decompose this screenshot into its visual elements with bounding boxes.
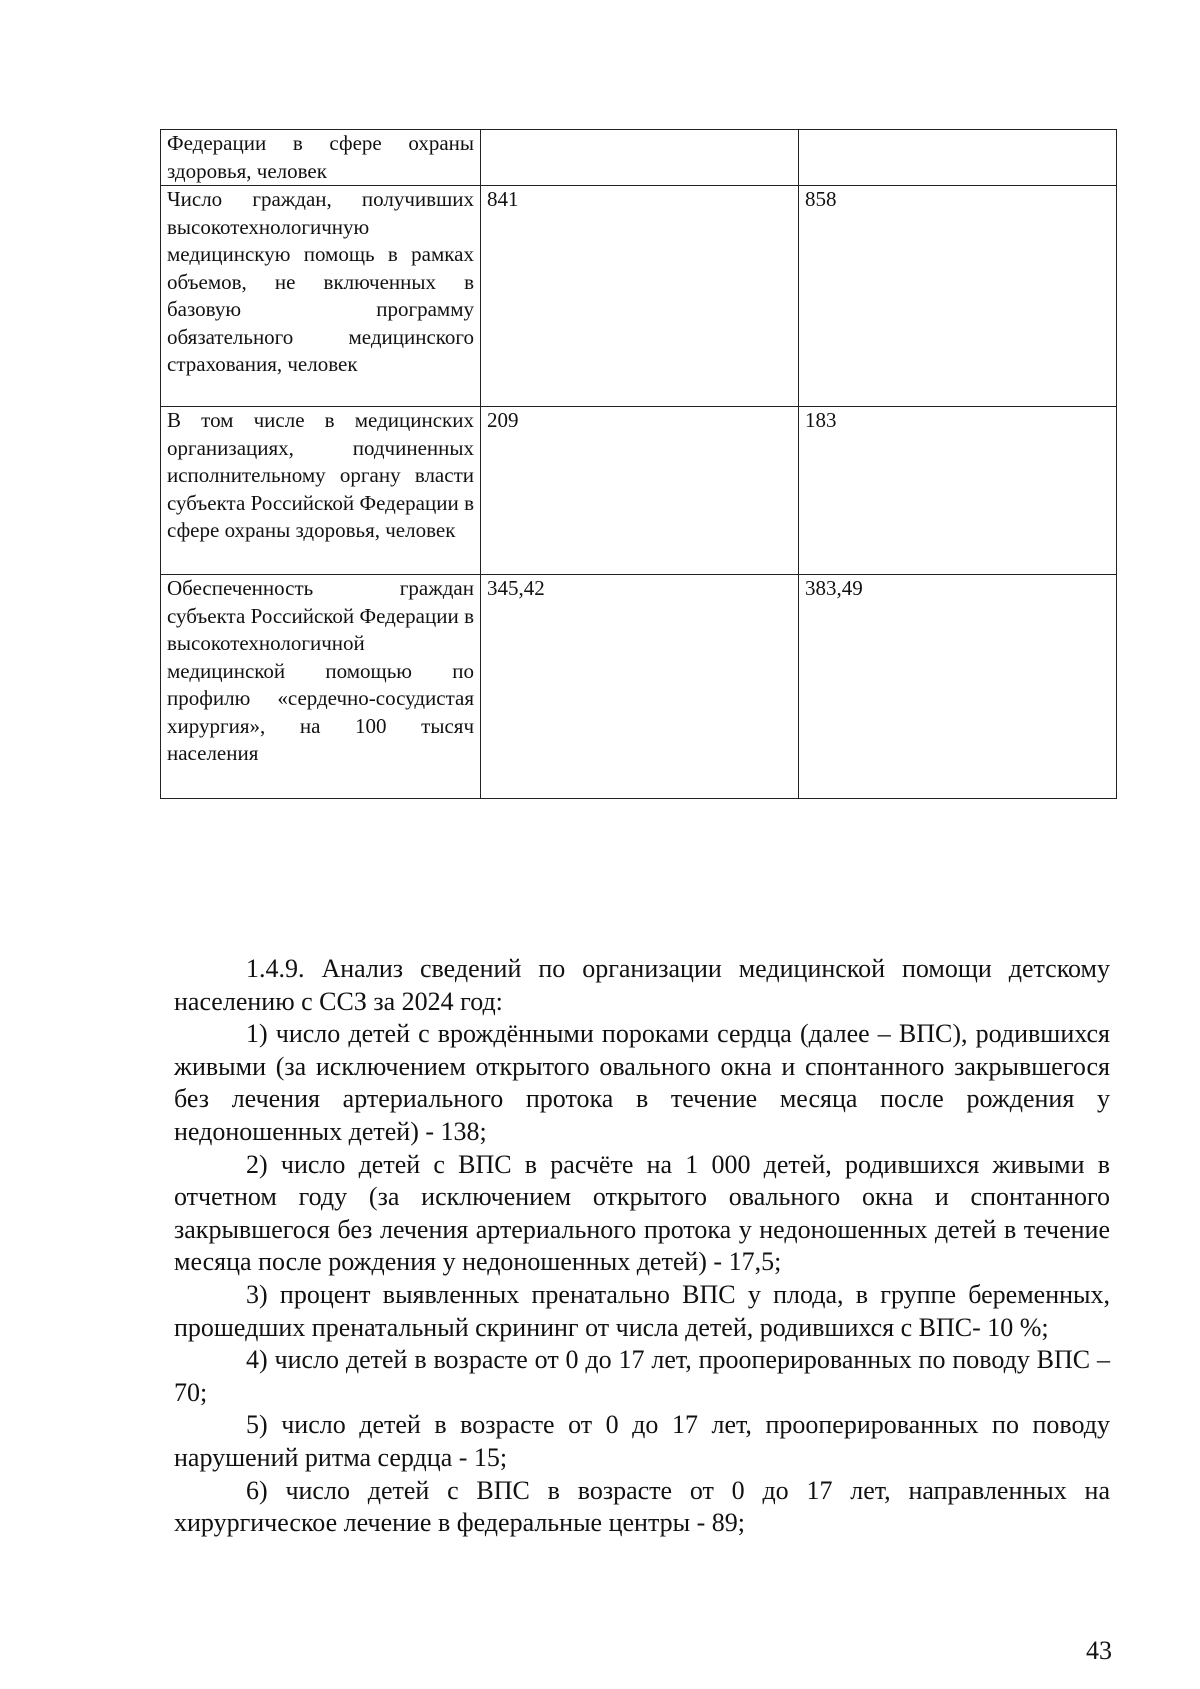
row-value-2: 858 bbox=[799, 186, 1117, 407]
row-value-1: 209 bbox=[481, 407, 799, 575]
row-label: Федерации в сфере охраны здоровья, человек bbox=[161, 130, 481, 186]
list-item: 5) число детей в возрасте от 0 до 17 лет, прооперированных по поводу нарушений ритма сердца - 15; bbox=[174, 1410, 1110, 1472]
row-value-1: 345,42 bbox=[481, 575, 799, 799]
row-value-1: 841 bbox=[481, 186, 799, 407]
table-row bbox=[161, 575, 1117, 799]
row-value-2: 183 bbox=[799, 407, 1117, 575]
indicators-table bbox=[160, 129, 1117, 799]
list-item: 3) процент выявленных пренатально ВПС у плода, в группе беременных, прошедших пренатальный скрининг от числа детей, родившихся с ВПС- 10 %; bbox=[174, 1279, 1110, 1342]
row-label: Обеспеченность граждан субъекта Российской Федерации в высокотехнологичной медицинской помощью по профилю «сердечно-сосудистая хирургия», на 100 тысяч населения bbox=[161, 575, 481, 799]
row-value-2: 383,49 bbox=[799, 575, 1117, 799]
table-row bbox=[161, 186, 1117, 407]
list-item: 6) число детей с ВПС в возрасте от 0 до 17 лет, направленных на хирургическое лечение в федеральные центры - 89; bbox=[174, 1475, 1110, 1538]
list-item: 4) число детей в возрасте от 0 до 17 лет, прооперированных по поводу ВПС – 70; bbox=[174, 1345, 1110, 1407]
page-number: 43 bbox=[1086, 1636, 1112, 1665]
table-row bbox=[161, 130, 1117, 186]
row-label: Число граждан, получивших высокотехнологичную медицинскую помощь в рамках объемов, не включенных в базовую программу обязательного медицинского страхования, человек bbox=[161, 186, 481, 407]
table-row bbox=[161, 407, 1117, 575]
list-item: 1) число детей с врождёнными пороками сердца (далее – ВПС), родившихся живыми (за исключением открытого овального окна и спонтанного закрывшегося без лечения артериального протока в течение месяца после рождения у недоношенных детей) - 138; bbox=[174, 1019, 1110, 1146]
section-text bbox=[174, 953, 1110, 1540]
row-value-1 bbox=[481, 130, 799, 186]
row-label: В том числе в медицинских организациях, подчиненных исполнительному органу власти субъекта Российской Федерации в сфере охраны здоровья, человек bbox=[161, 407, 481, 575]
row-value-2 bbox=[799, 130, 1117, 186]
list-item: 2) число детей с ВПС в расчёте на 1 000 детей, родившихся живыми в отчетном году (за исключением открытого овального окна и спонтанного закрывшегося без лечения артериального протока у недоношенных детей в течение месяца после рождения у недоношенных детей) - 17,5; bbox=[174, 1149, 1110, 1277]
section-heading: 1.4.9. Анализ сведений по организации медицинской помощи детскому населению с ССЗ за 2024 год: bbox=[174, 954, 1110, 1016]
